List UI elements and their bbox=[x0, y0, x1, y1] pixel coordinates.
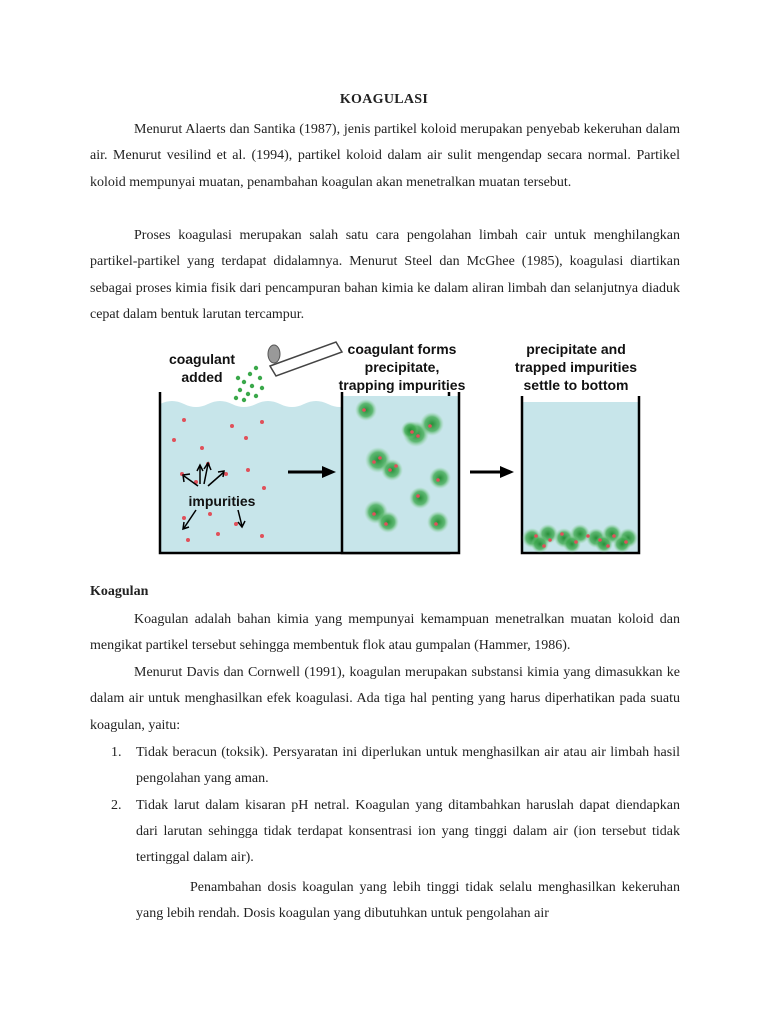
section-paragraph-1: Koagulan adalah bahan kimia yang mempunyai kemampuan menetralkan muatan koloid dan mengikat partikel tersebut sehingga membentuk flok atau gumpalan (Hammer, 1986). bbox=[90, 612, 680, 654]
coagulation-figure bbox=[152, 338, 648, 560]
label-impurities: impurities bbox=[188, 493, 256, 509]
list-item bbox=[90, 793, 680, 872]
intro-paragraph-1: Menurut Alaerts dan Santika (1987), jenis partikel koloid merupakan penyebab kekeruhan dalam air. Menurut vesilind et al. (1994), partikel koloid dalam air sulit mengendap secara normal. Partikel koloid mempunyai muatan, penambahan koagulan akan menetralkan muatan tersebut. bbox=[90, 122, 680, 190]
list-number: 2. bbox=[111, 797, 122, 813]
label-settle-line3: settle to bottom bbox=[523, 377, 629, 393]
label-forms-line1: coagulant forms bbox=[347, 341, 457, 357]
page-title: KOAGULASI bbox=[339, 92, 429, 107]
closing-paragraph: Penambahan dosis koagulan yang lebih tinggi tidak selalu menghasilkan kekeruhan yang lebih rendah. Dosis koagulan yang dibutuhkan untuk pengolahan air bbox=[136, 880, 680, 922]
label-settle-line1: precipitate and bbox=[526, 341, 626, 357]
list-number: 1. bbox=[111, 745, 122, 760]
coagulant-powder bbox=[234, 366, 264, 402]
intro-paragraph-2: Proses koagulasi merupakan salah satu cara pengolahan limbah cair untuk menghilangkan partikel-partikel yang terdapat didalamnya. Menurut Steel dan McGhee (1985), koagulasi diartikan sebagai proses kimia fisik dari pencampuran bahan kimia ke dalam aliran limbah dan selanjutnya diaduk cepat dalam bentuk larutan tercampur. bbox=[90, 228, 680, 322]
label-coagulant-added-line1: coagulant bbox=[168, 351, 236, 367]
arrow-2 bbox=[470, 466, 514, 478]
scoop-cup bbox=[268, 345, 280, 363]
list-text: Tidak beracun (toksik). Persyaratan ini diperlukan untuk menghasilkan air atau air limbah hasil pengolahan yang aman. bbox=[136, 745, 680, 787]
label-forms-line3: trapping impurities bbox=[338, 377, 466, 393]
label-settle-line2: trapped impurities bbox=[514, 359, 638, 375]
list-item bbox=[90, 740, 680, 793]
list-text: Tidak larut dalam kisaran pH netral. Koagulan yang ditambahkan haruslah dapat diendapkan dari larutan sehingga tidak terdapat konsentrasi ion yang tinggi dalam air (ion tersebut tidak tertinggal dalam air). bbox=[136, 797, 680, 866]
label-forms-line2: precipitate, bbox=[364, 359, 440, 375]
section-heading: Koagulan bbox=[90, 584, 149, 599]
scoop-handle bbox=[270, 342, 342, 376]
coagulant-dispenser bbox=[234, 342, 342, 402]
label-coagulant-added-line2: added bbox=[181, 369, 223, 385]
requirements-list bbox=[90, 740, 680, 871]
section-paragraph-2: Menurut Davis dan Cornwell (1991), koagulan merupakan substansi kimia yang dimasukkan ke dalam air untuk menghasilkan efek koagulasi. Ada tiga hal penting yang harus diperhatikan pada suatu koagulan, yaitu: bbox=[90, 665, 680, 733]
